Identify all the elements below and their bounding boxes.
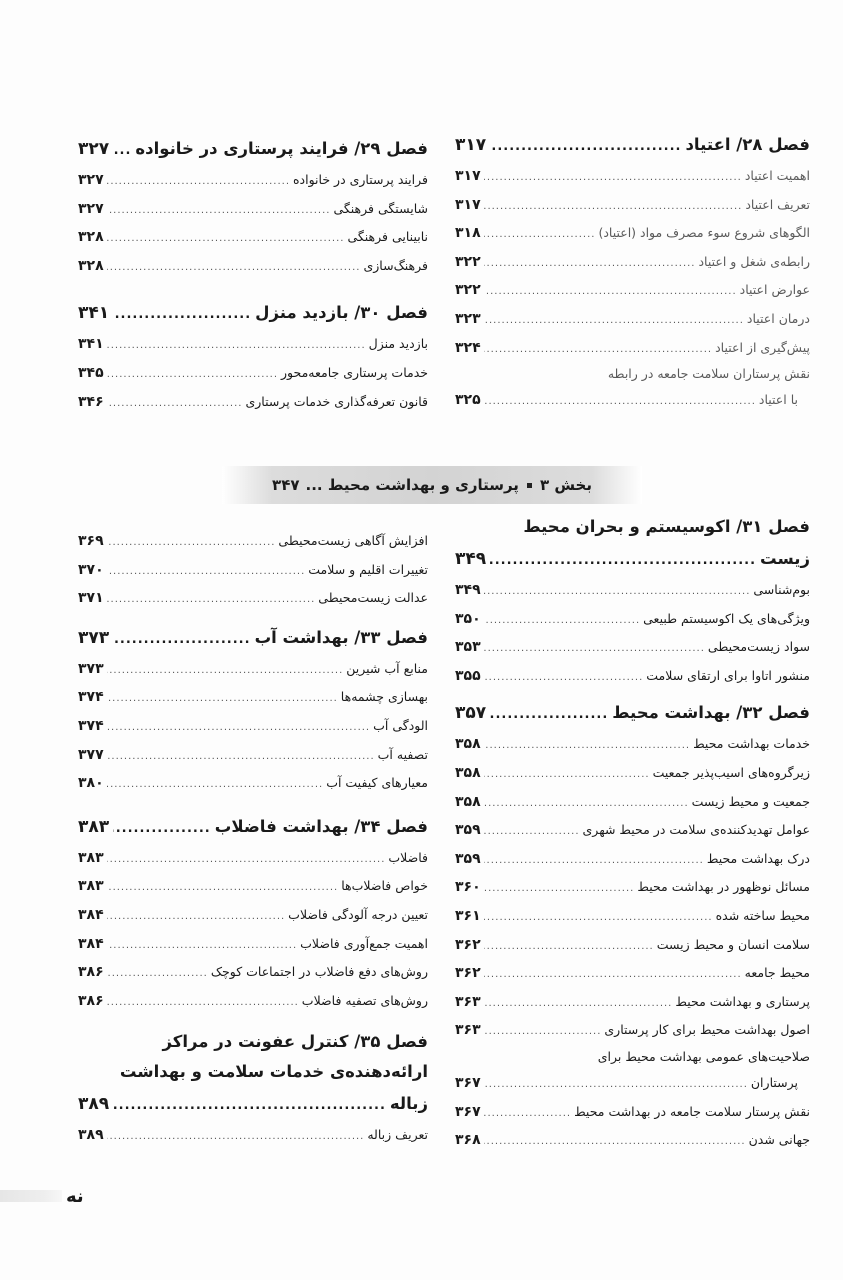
entry-page: ۳۶۲ [455,936,481,953]
leader-dots [107,960,208,989]
leader-dots [107,197,331,226]
leader-dots [484,664,644,693]
toc-entry-multiline[interactable] [455,1045,810,1069]
toc-entry[interactable] [78,223,428,252]
leader-dots [107,586,316,615]
page-number: نه [66,1186,84,1207]
entry-page: ۳۵۸ [455,793,481,810]
leader-dots [484,278,737,307]
chapter-page: ۳۱۷ [455,135,487,155]
entry-title: مسائل نوظهور در بهداشت محیط [637,879,810,895]
leader-dots [107,254,361,283]
chapter-page: ۳۴۹ [455,549,487,569]
entry-page: ۳۶۷ [455,1074,481,1091]
entry-title: عدالت زیست‌محیطی [318,590,428,606]
leader-dots [484,221,596,250]
toc-entry[interactable] [455,959,810,988]
chapter-page: ۳۸۹ [78,1094,110,1115]
chapter-31-heading-line2[interactable] [455,542,810,576]
entry-page: ۳۱۷ [455,168,481,184]
leader-dots [484,732,690,761]
leader-dots [484,607,640,636]
toc-entry[interactable] [78,741,428,770]
entry-page: ۳۵۰ [455,610,481,627]
entry-title: عوامل تهدیدکننده‌ی سلامت در محیط شهری [582,822,810,838]
entry-page: ۳۶۱ [455,907,481,924]
leader-dots [484,388,756,417]
section-label: بخش ۳ [539,476,592,494]
toc-entry[interactable] [455,1126,810,1155]
entry-page: ۳۲۵ [455,392,481,409]
entry-page: ۳۵۳ [455,639,481,656]
leader-dots [484,1018,602,1047]
entry-page: ۳۸۶ [78,964,104,981]
entry-page: ۳۵۸ [455,764,481,781]
leader-dots [107,1123,365,1152]
entry-title: تعریف زباله [367,1127,428,1143]
toc-entry[interactable] [455,576,810,605]
chapter-page: ۳۴۱ [78,303,110,324]
entry-page: ۳۸۳ [78,878,104,895]
toc-entry[interactable] [78,388,428,417]
entry-page: ۳۲۳ [455,310,481,327]
toc-entry[interactable] [455,248,810,277]
leader-dots [484,847,704,876]
entry-title: منشور اتاوا برای ارتقای سلامت [646,667,810,683]
chapter-31-heading-line1[interactable]: فصل ۳۱/ اکوسیستم و بحران محیط [523,517,810,536]
entry-title-line2: با اعتیاد [758,392,798,408]
chapter-35-heading-line2[interactable]: ارائه‌دهنده‌ی خدمات سلامت و بهداشت [119,1062,428,1082]
chapter-30-heading[interactable] [78,296,428,330]
chapter-title: فصل ۲۹/ فرایند پرستاری در خانواده [135,139,428,158]
leader-dots [484,307,744,336]
chapter-31-32-block [455,512,810,1155]
toc-entry[interactable] [455,334,810,363]
toc-entry[interactable] [78,330,428,359]
entry-page: ۳۸۳ [78,849,104,866]
leader-dots [484,990,673,1019]
leader-dots [484,1128,746,1157]
leader-dots [113,298,251,332]
leader-dots [107,558,306,587]
entry-page: ۳۱۸ [455,225,481,242]
entry-page: ۳۲۴ [455,339,481,356]
chapter-32-heading[interactable] [455,696,810,730]
entry-title: رابطه‌ی شغل و اعتیاد [698,253,810,269]
toc-entry[interactable] [455,730,810,759]
toc-entry[interactable] [78,359,428,388]
entry-title: تعریف اعتیاد [745,196,810,212]
leader-dots [484,761,650,790]
leader-dots [484,164,742,193]
chapter-title: فصل ۲۸/ اعتیاد [685,135,810,154]
entry-title: زیرگروه‌های اسیب‌پذیر جمعیت [652,764,810,780]
entry-title: ویژگی‌های یک اکوسیستم طبیعی [643,610,810,626]
entry-title: الودگی آب [373,717,428,733]
toc-entry[interactable] [78,195,428,224]
leader-dots [490,130,681,164]
entry-title: تصفیه آب [377,746,428,762]
leader-dots [484,818,580,847]
leader-dots [107,685,338,714]
leader-dots [490,698,608,732]
chapter-35-heading-line3[interactable] [78,1087,428,1121]
chapter-page: ۳۷۳ [78,627,110,648]
entry-page: ۳۲۷ [78,200,104,217]
leader-dots [107,332,366,361]
toc-entry[interactable] [78,901,428,930]
toc-entry[interactable] [455,219,810,248]
entry-title: محیط جامعه [744,965,810,981]
entry-page: ۳۴۶ [78,393,104,410]
leader-dots [484,961,742,990]
chapter-page: ۳۲۷ [78,139,110,159]
toc-entry[interactable] [78,987,428,1016]
leader-dots [113,134,131,168]
entry-page: ۳۲۸ [78,229,104,246]
chapter-29-heading[interactable] [78,132,428,166]
entry-title: سواد زیست‌محیطی [707,639,810,655]
toc-entry[interactable] [455,605,810,634]
entry-title: روش‌های تصفیه فاضلاب [301,992,428,1008]
toc-entry[interactable] [455,845,810,874]
leader-dots [107,989,299,1018]
leader-dots [107,874,339,903]
entry-page: ۳۴۹ [455,582,481,598]
entry-page: ۳۲۷ [78,172,104,188]
section-page: ۳۴۷ [272,476,300,494]
entry-title: تغییرات اقلیم و سلامت [308,561,428,577]
entry-title: عوارض اعتیاد [739,282,810,298]
leader-dots [484,933,654,962]
entry-title: بازدید منزل [368,336,428,352]
leader-dots [484,875,635,904]
toc-entry[interactable] [455,788,810,817]
entry-title: تعیین درجه آلودگی فاضلاب [288,906,428,922]
toc-entry[interactable] [455,305,810,334]
leader-dots [484,336,712,365]
toc-entry[interactable] [78,683,428,712]
entry-title: بوم‌شناسی [753,582,810,597]
toc-entry[interactable] [455,759,810,788]
entry-title: فرایند پرستاری در خانواده [293,172,428,187]
toc-entry[interactable] [78,252,428,281]
entry-page: ۳۶۷ [455,1103,481,1120]
leader-dots [490,544,756,578]
toc-entry[interactable] [455,988,810,1017]
entry-page: ۳۷۴ [78,689,104,706]
leader-dots [107,361,278,390]
entry-page: ۳۷۳ [78,660,104,677]
entry-title: خدمات پرستاری جامعه‌محور [281,364,428,380]
entry-page: ۳۷۴ [78,717,104,734]
entry-page: ۳۵۹ [455,822,481,839]
toc-entry[interactable] [455,276,810,305]
toc-entry[interactable] [455,162,810,191]
toc-entry[interactable] [78,556,428,585]
entry-title: روش‌های دفع فاضلاب در اجتماعات کوچک [210,964,428,980]
leader-dots [107,714,370,743]
toc-entry-multiline-end[interactable] [455,386,810,415]
entry-title: محیط ساخته شده [715,907,810,923]
toc-entry[interactable] [78,1121,428,1150]
toc-entry[interactable] [455,1098,810,1127]
leader-dots [107,225,345,254]
chapter-28-block [455,128,810,415]
toc-entry[interactable] [78,872,428,901]
entry-page: ۳۶۸ [455,1132,481,1149]
leader-dots [107,932,298,961]
entry-page: ۳۵۵ [455,667,481,684]
entry-title: اهمیت جمع‌آوری فاضلاب [300,935,428,951]
entry-title-line2: پرستاران [750,1074,798,1090]
entry-page: ۳۲۲ [455,253,481,270]
chapter-33-35-block [78,527,428,1150]
toc-entry[interactable] [455,816,810,845]
leader-dots [113,623,250,657]
leader-dots [113,812,211,846]
entry-page: ۳۲۲ [455,282,481,299]
entry-page: ۳۵۸ [455,736,481,753]
entry-page: ۳۴۱ [78,336,104,353]
chapter-35-heading-line1[interactable]: فصل ۳۵/ کنترل عفونت در مراکز [162,1032,428,1052]
toc-entry[interactable] [455,902,810,931]
toc-entry[interactable] [78,527,428,556]
entry-title: اصول بهداشت محیط برای کار پرستاری [604,1022,810,1038]
section-title: پرستاری و بهداشت محیط ... [305,476,519,494]
toc-entry[interactable] [455,873,810,902]
entry-title: جهانی شدن [748,1132,810,1148]
entry-page: ۳۶۹ [78,533,104,549]
entry-title-line1: نقش پرستاران سلامت جامعه در رابطه [607,366,810,382]
entry-title: منابع آب شیرین [346,660,428,676]
entry-page: ۳۶۳ [455,1022,481,1039]
entry-title: فرهنگ‌سازی [363,257,428,273]
chapter-28-heading[interactable] [455,128,810,162]
toc-entry[interactable] [78,712,428,741]
chapter-33-heading[interactable] [78,621,428,655]
leader-dots [484,635,705,664]
chapter-title: زباله [389,1094,428,1114]
leader-dots [107,771,324,800]
chapter-34-heading[interactable] [78,810,428,844]
entry-page: ۳۶۳ [455,993,481,1010]
leader-dots [107,903,286,932]
leader-dots [107,846,386,875]
entry-title: قانون تعرفه‌گذاری خدمات پرستاری [245,393,428,409]
entry-page: ۳۱۷ [455,196,481,213]
entry-page: ۳۷۱ [78,590,104,607]
leader-dots [107,743,375,772]
entry-title: نقش پرستار سلامت جامعه در بهداشت محیط [574,1103,810,1119]
entry-title: درمان اعتیاد [746,310,810,326]
toc-entry-multiline[interactable] [455,362,810,386]
entry-page: ۳۸۴ [78,906,104,923]
toc-entry[interactable] [455,662,810,691]
entry-title: معیارهای کیفیت آب [326,775,428,791]
toc-entry[interactable] [455,1016,810,1045]
entry-title: پرستاری و بهداشت محیط [675,993,810,1009]
leader-dots [484,1100,571,1129]
entry-title: جمعیت و محیط زیست [691,793,810,809]
entry-title: نابینایی فرهنگی [347,229,428,245]
leader-dots [484,1071,748,1100]
entry-page: ۳۴۵ [78,364,104,381]
entry-title: درک بهداشت محیط [706,850,810,866]
toc-entry[interactable] [455,931,810,960]
entry-page: ۳۲۸ [78,257,104,274]
entry-title: سلامت انسان و محیط زیست [656,936,810,952]
entry-page: ۳۷۷ [78,746,104,763]
leader-dots [484,904,713,933]
page-edge-shadow [0,1190,62,1202]
entry-page: ۳۸۹ [78,1127,104,1144]
toc-entry[interactable] [78,655,428,684]
toc-entry[interactable] [455,191,810,220]
leader-dots [484,578,751,607]
chapter-title: فصل ۳۰/ بازدید منزل [255,303,428,323]
entry-page: ۳۸۰ [78,775,104,792]
entry-title-line1: صلاحیت‌های عمومی بهداشت محیط برای [597,1048,810,1064]
entry-page: ۳۷۰ [78,561,104,578]
leader-dots [113,1089,386,1123]
toc-entry[interactable] [78,769,428,798]
chapter-title: فصل ۳۴/ بهداشت فاضلاب [214,816,428,836]
chapter-title: زیست [760,549,810,568]
toc-entry[interactable] [78,844,428,873]
entry-title: پیش‌گیری از اعتیاد [715,339,810,355]
toc-entry[interactable] [78,930,428,959]
entry-page: ۳۸۶ [78,992,104,1009]
chapter-page: ۳۸۳ [78,816,110,837]
entry-title: الگوهای شروع سوء مصرف مواد (اعتیاد) [598,225,810,241]
entry-title: خدمات بهداشت محیط [693,736,810,752]
toc-entry[interactable] [78,584,428,613]
leader-dots [107,390,243,419]
toc-entry[interactable] [78,958,428,987]
leader-dots [107,168,290,197]
chapter-29-30-block [78,132,428,416]
bullet-icon [527,483,532,488]
chapter-title: فصل ۳۳/ بهداشت آب [254,627,428,647]
leader-dots [484,193,743,222]
entry-page: ۳۵۹ [455,850,481,867]
chapter-page: ۳۵۷ [455,703,487,724]
entry-title: خواص فاضلاب‌ها [341,878,428,894]
entry-page: ۳۸۴ [78,935,104,952]
leader-dots [484,790,689,819]
section-3-banner[interactable] [222,466,642,504]
toc-entry-multiline-end[interactable] [455,1069,810,1098]
entry-title: شایستگی فرهنگی [333,200,428,216]
toc-entry[interactable] [78,166,428,195]
chapter-title: فصل ۳۲/ بهداشت محیط [612,703,810,723]
leader-dots [484,250,696,279]
leader-dots [107,657,344,686]
entry-page: ۳۶۲ [455,965,481,982]
entry-title: اهمیت اعتیاد [744,168,810,183]
entry-page: ۳۶۰ [455,879,481,896]
entry-title: افزایش آگاهی زیست‌محیطی [278,533,428,548]
entry-title: بهسازی چشمه‌ها [340,689,428,705]
entry-title: فاضلاب [388,849,428,865]
toc-entry[interactable] [455,633,810,662]
leader-dots [107,529,276,558]
